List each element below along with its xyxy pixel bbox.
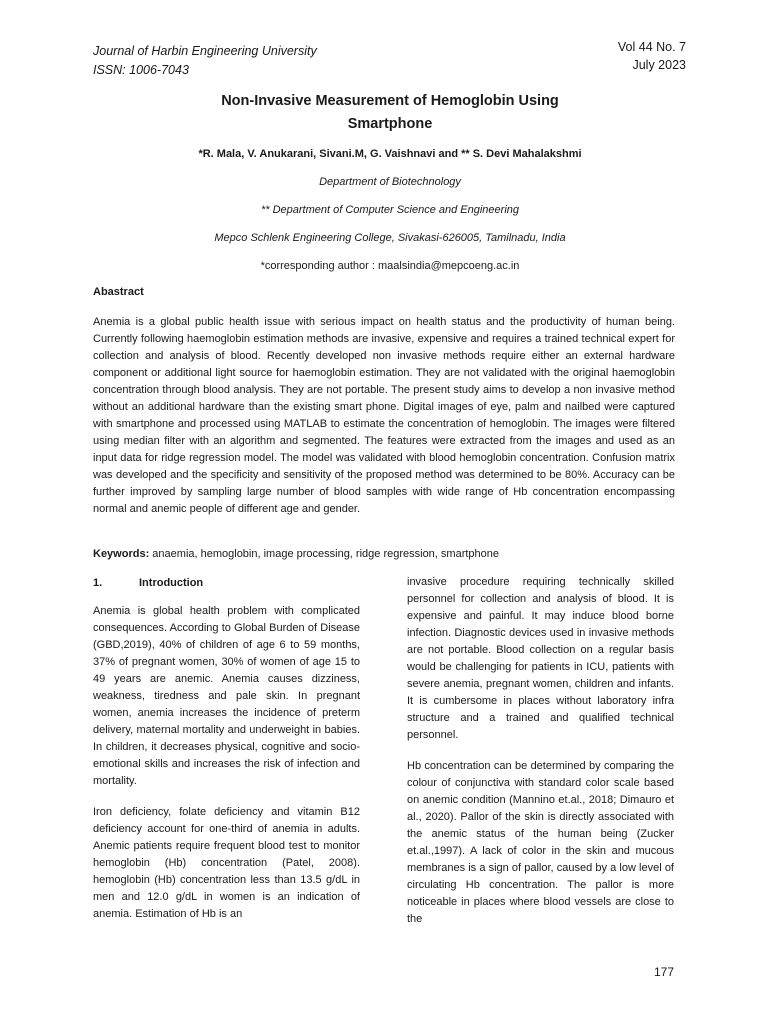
section-number: 1. <box>93 577 103 589</box>
title-line-1: Non-Invasive Measurement of Hemoglobin Using <box>221 93 559 109</box>
corresponding-author: *corresponding author : maalsindia@mepcoeng.ac.in <box>260 260 520 272</box>
paragraph: Iron deficiency, folate deficiency and vitamin B12 deficiency account for one-third of anemia in adults. Anemic patients require frequent blood test to monitor hemoglobin (Hb) concentration (Patel, 2008). hemoglobin (Hb) concentration less than 13.5 g/dL in men and 12.0 g/dL in women is an indication of anemia. Estimation of Hb is an <box>93 806 360 920</box>
right-column <box>407 574 674 942</box>
journal-name: Journal of Harbin Engineering University <box>93 44 317 58</box>
author-list: *R. Mala, V. Anukarani, Sivani.M, G. Vaishnavi and ** S. Devi Mahalakshmi <box>198 148 582 160</box>
section-title: Introduction <box>139 577 204 589</box>
affiliation-biotechnology: Department of Biotechnology <box>319 176 461 188</box>
paper-title <box>130 90 650 136</box>
paragraph: invasive procedure requiring technically skilled personnel for collection and analysis of blood. It is expensive and painful. It may induce blood borne infection. Diagnostic devices used in invasive methods are not portable. Blood collection on a regular basis would be challenging for patients in ICU, patients with severe anemia, pregnant women, children and infants. It is cumbersome in places without laboratory infra structure and a trained and qualified technical personnel. <box>407 576 674 741</box>
keywords-text: anaemia, hemoglobin, image processing, ridge regression, smartphone <box>149 548 499 560</box>
abstract-heading: Abastract <box>93 286 144 298</box>
journal-issn: ISSN: 1006-7043 <box>93 63 189 77</box>
title-line-2: Smartphone <box>347 116 433 132</box>
issue-date: July 2023 <box>632 58 686 72</box>
page-number: 177 <box>653 965 674 979</box>
left-column <box>93 575 360 937</box>
paragraph: Hb concentration can be determined by comparing the colour of conjunctiva with standard color scale based on anemic condition (Mannino et.al., 2018; Dimauro et al., 2020). Pallor of the skin is directly associated with the anemic status of the human being (Zucker et.al.,1997). A lack of color in the skin and mucous membranes is a sign of pallor, caused by a low level of circulating Hb concentration. The pallor is more noticeable in places where blood vessels are close to the <box>407 760 674 925</box>
paragraph: Anemia is global health problem with complicated consequences. According to Global Burden of Disease (GBD,2019), 40% of children of age 6 to 59 months, 37% of pregnant women, 30% of women of age 15 to 49 years are anemic. Anemia causes dizziness, weakness, tiredness and pale skin. In pregnant women, anemia increases the incidence of preterm delivery, maternal mortality and underweight in babies. In children, it decreases physical, cognitive and socio-emotional skills and increases the risk of infection and mortality. <box>93 605 360 787</box>
affiliation-college: Mepco Schlenk Engineering College, Sivakasi-626005, Tamilnadu, India <box>214 232 566 244</box>
abstract-text: Anemia is a global public health issue with serious impact on health status and the productivity of human being. Currently following haemoglobin estimation methods are invasive, expensive and requires a trained technical expert for collection and analysis of blood. Recently developed non invasive methods require either an external hardware component or additional light source for haemoglobin estimation. They are not validated with the original haemoglobin concentration through blood analysis. They are not portable. The present study aims to develop a non invasive method without an additional hardware than the existing smart phone. Digital images of eye, palm and nailbed were captured with smartphone and processed using MATLAB to estimate the concentration of hemoglobin. The images were filtered using median filter with an algorithm and segmented. The features were extracted from the images and used as an input data for ridge regression model. The model was validated with blood hemoglobin concentration. Confusion matrix was developed and the specificity and sensitivity of the proposed method was determined to be 80%. Accuracy can be further improved by sampling large number of blood samples with wide range of Hb concentration encompassing normal and anemic people of different age and gender. <box>93 316 675 515</box>
keywords-line <box>93 546 675 563</box>
volume-info <box>618 38 686 74</box>
keywords-label: Keywords: <box>93 548 150 560</box>
affiliation-computer-science: ** Department of Computer Science and Engineering <box>260 204 520 216</box>
volume-number: Vol 44 No. 7 <box>617 40 686 54</box>
section-heading-introduction <box>93 575 360 592</box>
journal-header <box>93 42 317 80</box>
